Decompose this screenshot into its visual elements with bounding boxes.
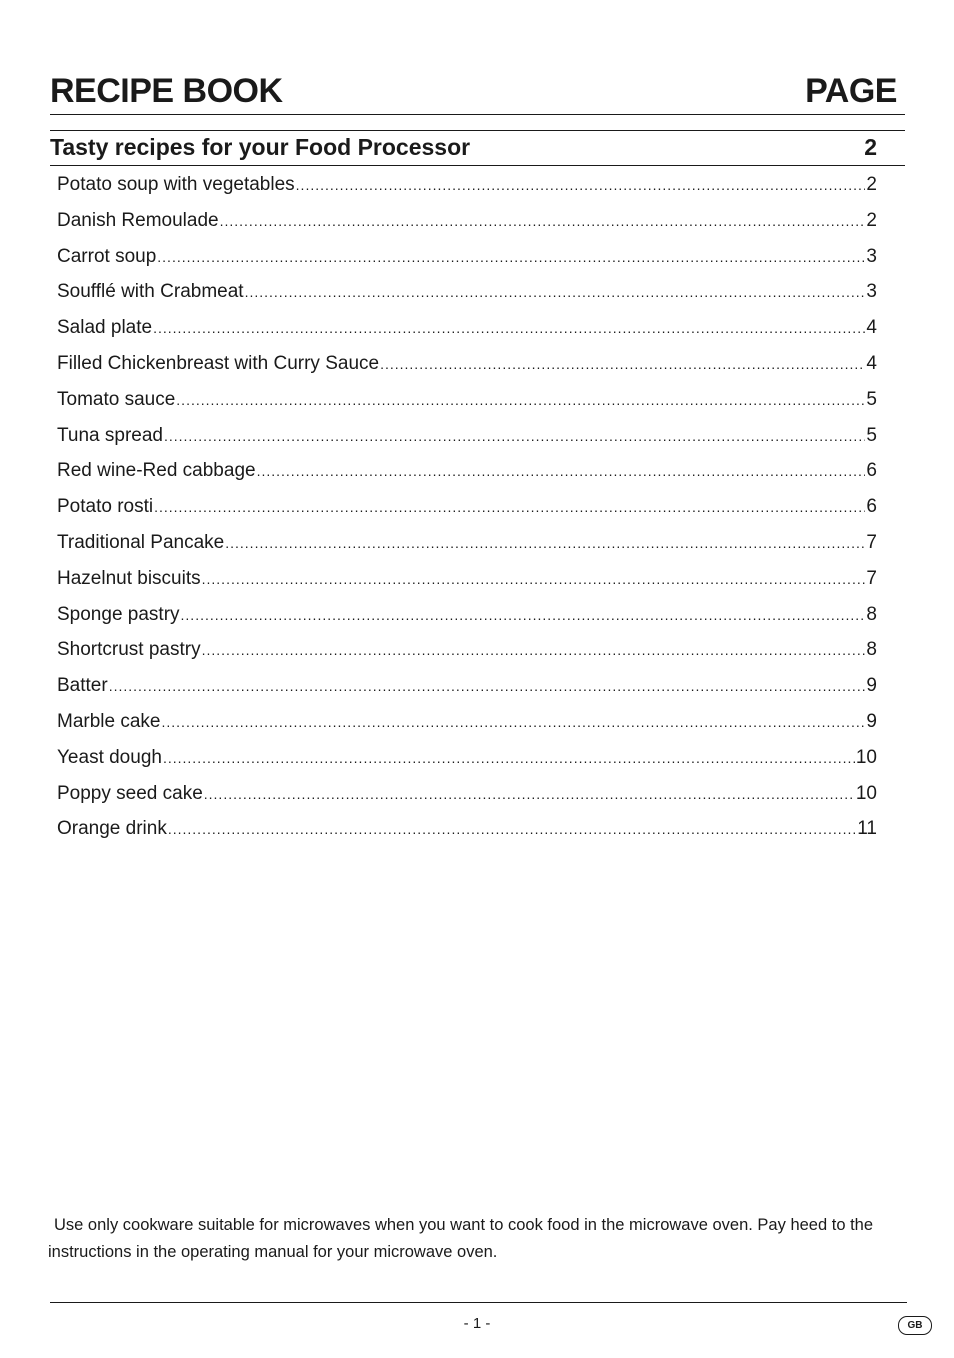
section-page-number: 2: [864, 134, 877, 160]
toc-entry: [57, 525, 877, 561]
toc-entry: [57, 310, 877, 346]
toc-entry: [57, 776, 877, 812]
page-column-label: PAGE: [805, 72, 897, 110]
toc-entry-page: 4: [866, 352, 877, 374]
toc-entry-label: Salad plate: [57, 317, 153, 339]
toc-entry-page: 6: [866, 460, 877, 482]
dot-leader: [296, 168, 866, 204]
toc-entry-page: 3: [866, 245, 877, 267]
toc-entry-label: Carrot soup: [57, 245, 157, 267]
footer-divider: [50, 1302, 907, 1303]
dot-leader: [162, 705, 866, 741]
book-title: RECIPE BOOK: [50, 72, 283, 110]
toc-entry-page: 11: [857, 818, 877, 840]
toc-entry: [57, 453, 877, 489]
dot-leader: [153, 311, 865, 347]
page-header: [50, 70, 905, 115]
section-title: Tasty recipes for your Food Processor: [50, 134, 471, 160]
toc-entry-label: Sponge pastry: [57, 603, 180, 625]
toc-entry: [57, 561, 877, 597]
toc-entry-label: Marble cake: [57, 710, 161, 732]
toc-entry-label: Yeast dough: [57, 746, 162, 768]
toc-entry: [57, 167, 877, 203]
dot-leader: [157, 240, 865, 276]
toc-entry-label: Danish Remoulade: [57, 209, 219, 231]
toc-entry-page: 6: [866, 496, 877, 518]
toc-entry-page: 8: [866, 603, 877, 625]
toc-entry-label: Traditional Pancake: [57, 531, 225, 553]
toc-entry-page: 9: [866, 710, 877, 732]
page-number: - 1 -: [463, 1315, 491, 1332]
toc-entry-page: 7: [866, 531, 877, 553]
toc-entry: [57, 704, 877, 740]
dot-leader: [257, 454, 866, 490]
dot-leader: [109, 669, 866, 705]
toc-entry-label: Orange drink: [57, 818, 167, 840]
dot-leader: [380, 347, 865, 383]
dot-leader: [202, 633, 866, 669]
toc-entry-page: 5: [866, 388, 877, 410]
note-text: Use only cookware suitable for microwaves when you want to cook food in the microwave oven. Pay heed to the instructions in the operating manual for your microwave oven.: [48, 1216, 874, 1261]
language-badge: GB: [898, 1316, 932, 1335]
toc-entry-label: Shortcrust pastry: [57, 639, 201, 661]
toc-entry: [57, 274, 877, 310]
dot-leader: [181, 598, 866, 634]
microwave-note: [48, 1212, 906, 1266]
toc-entry-page: 2: [866, 174, 877, 195]
table-of-contents: [57, 167, 877, 847]
toc-entry: [57, 489, 877, 525]
dot-leader: [164, 419, 865, 455]
section-heading: [50, 130, 905, 166]
toc-entry: [57, 740, 877, 776]
dot-leader: [168, 812, 856, 848]
dot-leader: [220, 204, 866, 240]
toc-entry-label: Filled Chickenbreast with Curry Sauce: [57, 352, 380, 374]
toc-entry-page: 10: [855, 782, 877, 804]
dot-leader: [204, 777, 855, 813]
toc-entry-label: Batter: [57, 675, 108, 697]
dot-leader: [154, 490, 865, 526]
dot-leader: [163, 741, 855, 777]
toc-entry: [57, 668, 877, 704]
toc-entry-label: Hazelnut biscuits: [57, 567, 201, 589]
toc-entry-label: Red wine-Red cabbage: [57, 460, 256, 482]
dot-leader: [225, 526, 865, 562]
toc-entry-label: Tuna spread: [57, 424, 163, 446]
toc-entry-page: 2: [866, 209, 877, 231]
toc-entry: [57, 418, 877, 454]
toc-entry: [57, 346, 877, 382]
toc-entry: [57, 811, 877, 847]
dot-leader: [245, 275, 866, 311]
toc-entry-label: Potato soup with vegetables: [57, 174, 295, 195]
toc-entry-page: 10: [855, 746, 877, 768]
toc-entry-page: 7: [866, 567, 877, 589]
toc-entry-page: 8: [866, 639, 877, 661]
toc-entry: [57, 632, 877, 668]
toc-entry-page: 4: [866, 317, 877, 339]
toc-entry-label: Tomato sauce: [57, 388, 176, 410]
dot-leader: [202, 562, 866, 598]
toc-entry: [57, 203, 877, 239]
toc-entry-label: Potato rosti: [57, 496, 154, 518]
toc-entry: [57, 597, 877, 633]
toc-entry: [57, 239, 877, 275]
toc-entry: [57, 382, 877, 418]
dot-leader: [176, 383, 865, 419]
toc-entry-label: Poppy seed cake: [57, 782, 203, 804]
toc-entry-page: 9: [866, 675, 877, 697]
toc-entry-page: 3: [866, 281, 877, 303]
toc-entry-label: Soufflé with Crabmeat: [57, 281, 244, 303]
toc-entry-page: 5: [866, 424, 877, 446]
